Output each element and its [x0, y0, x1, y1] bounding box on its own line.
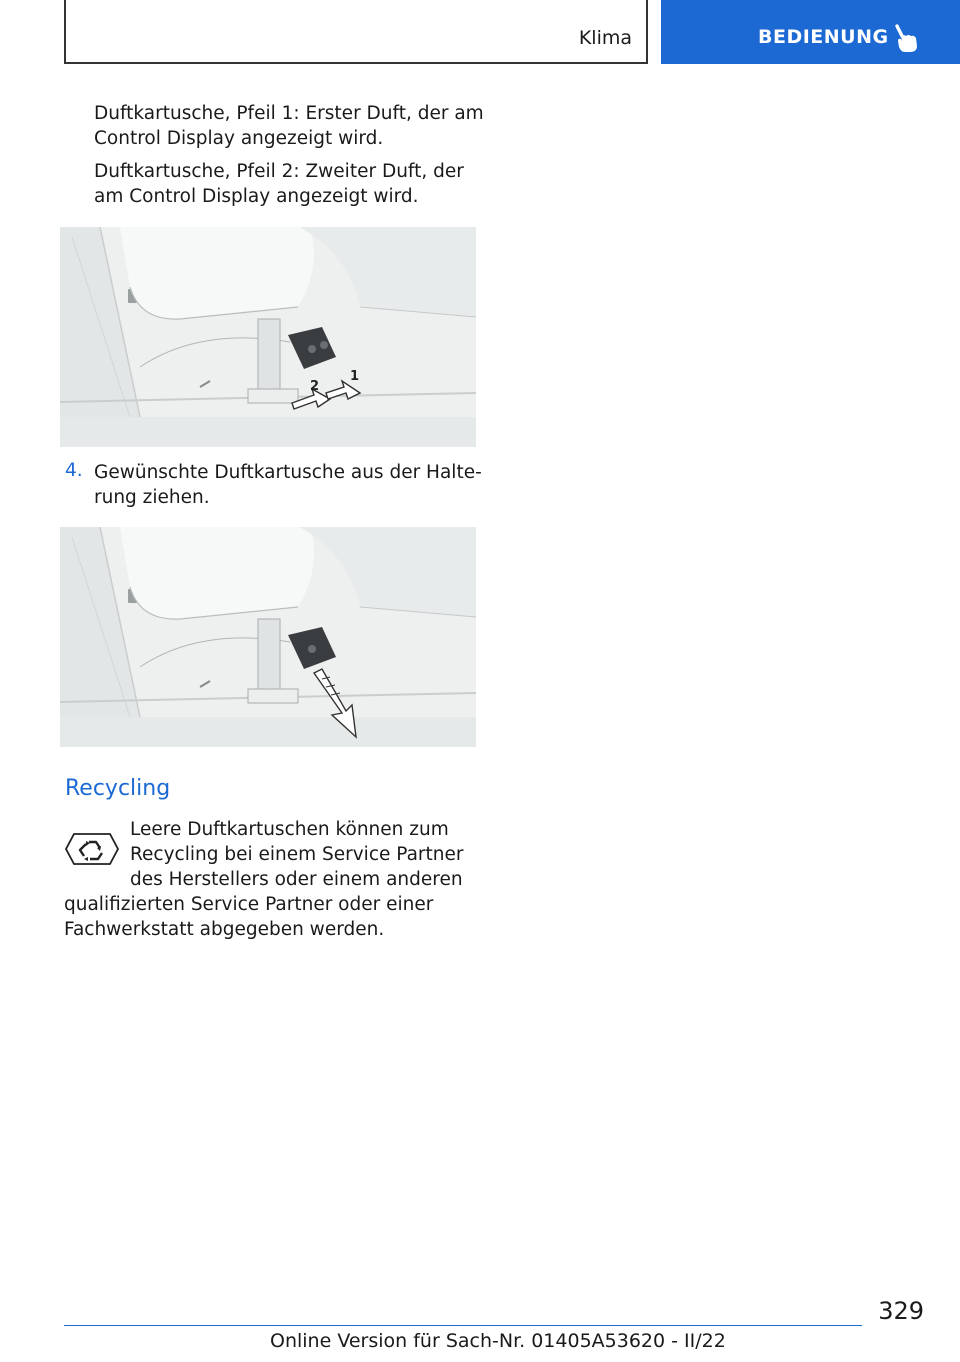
header-section-box	[64, 0, 648, 64]
page-number: 329	[878, 1297, 924, 1325]
step-number: 4.	[65, 460, 83, 481]
icon-float-spacer	[64, 817, 130, 892]
figure-cartridge-removal	[60, 527, 476, 747]
chapter-title: BEDIENUNG	[758, 26, 889, 48]
figure-fragrance-cartridges-arrows	[60, 227, 476, 447]
recycling-text: Leere Duftkartuschen können zum Recycling bei einem Service Partner des Herstellers oder einem anderen qualifizierten Service Partner oder einer Fachwerkstatt abgegeben werden.	[64, 819, 464, 940]
recycling-heading: Recycling	[65, 776, 171, 801]
intro-paragraph-2: Duftkartusche, Pfeil 2: Zweiter Duft, der am Control Display angezeigt wird.	[94, 161, 464, 207]
pointing-hand-icon	[893, 24, 921, 54]
recycling-text-block	[64, 817, 478, 942]
footer-text: Online Version für Sach-Nr. 01405A53620 - II/22	[270, 1330, 726, 1352]
header-chapter-tab	[661, 0, 960, 64]
step-text: Gewünschte Duftkartusche aus der Halterung ziehen.	[94, 462, 482, 508]
arrow-label-2: 2	[310, 379, 320, 394]
arrow-label-1: 1	[350, 369, 360, 384]
footer-rule	[64, 1325, 862, 1326]
intro-paragraph-1: Duftkartusche, Pfeil 1: Erster Duft, der am Control Display angezeigt wird.	[94, 103, 484, 149]
section-title: Klima	[578, 27, 632, 49]
